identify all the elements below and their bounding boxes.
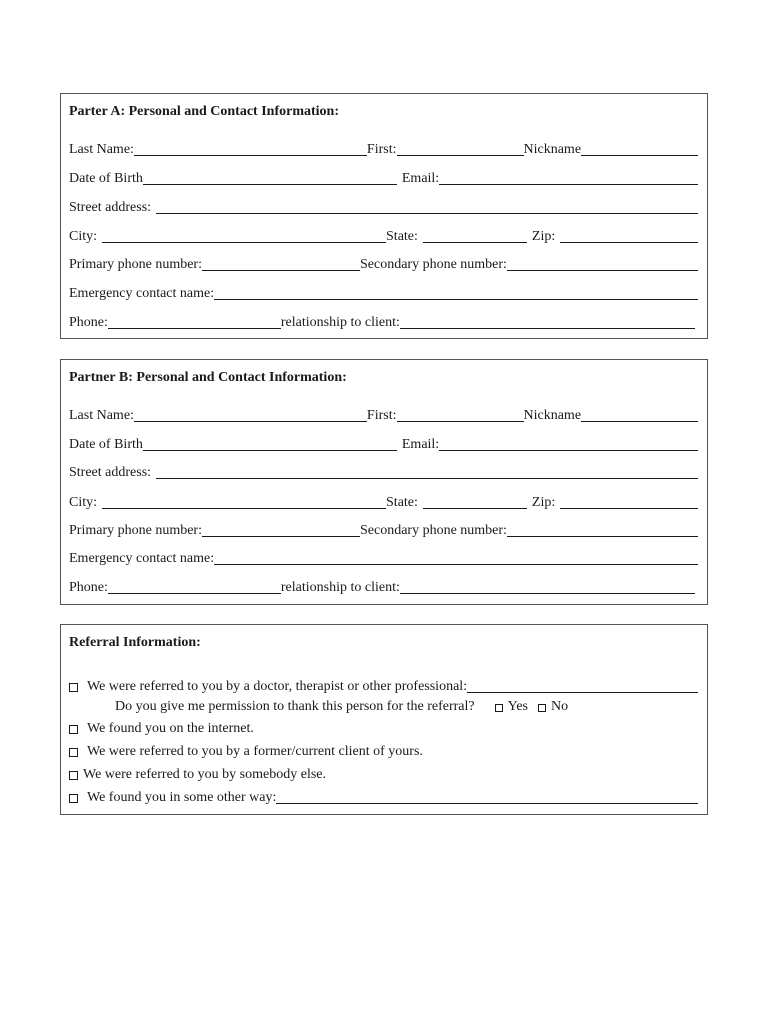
yes-label: Yes bbox=[507, 699, 528, 714]
primary-phone-label: Primary phone number: bbox=[69, 523, 202, 538]
client-label: We were referred to you by a former/current client of yours. bbox=[87, 744, 423, 759]
secondary-phone-label: Secondary phone number: bbox=[359, 257, 507, 272]
nickname-label: Nickname bbox=[523, 408, 582, 423]
dob-field[interactable] bbox=[143, 438, 397, 451]
nickname-field[interactable] bbox=[581, 143, 698, 156]
emergency-field[interactable] bbox=[214, 552, 698, 565]
no-checkbox[interactable] bbox=[538, 704, 546, 712]
nickname-field[interactable] bbox=[581, 409, 698, 422]
professional-field[interactable] bbox=[467, 680, 698, 693]
partner-a-emergency-phone-row bbox=[69, 313, 698, 331]
secondary-phone-field[interactable] bbox=[507, 524, 698, 537]
partner-b-city-row bbox=[69, 493, 698, 511]
other-field[interactable] bbox=[276, 791, 698, 804]
partner-b-emergency-phone-row bbox=[69, 578, 698, 596]
phone-label: Phone: bbox=[69, 315, 108, 330]
partner-a-title: Parter A: Personal and Contact Information: bbox=[69, 104, 339, 119]
secondary-phone-label: Secondary phone number: bbox=[359, 523, 507, 538]
referral-somebody-row bbox=[69, 765, 698, 783]
primary-phone-field[interactable] bbox=[202, 524, 360, 537]
emergency-label: Emergency contact name: bbox=[69, 286, 215, 301]
email-label: Email: bbox=[401, 437, 440, 452]
referral-title: Referral Information: bbox=[69, 635, 201, 650]
first-name-field[interactable] bbox=[397, 409, 524, 422]
state-label: State: bbox=[386, 495, 418, 510]
primary-phone-label: Primary phone number: bbox=[69, 257, 202, 272]
client-checkbox[interactable] bbox=[69, 748, 78, 757]
partner-b-phone-row bbox=[69, 521, 698, 539]
last-name-field[interactable] bbox=[134, 143, 367, 156]
emergency-label: Emergency contact name: bbox=[69, 551, 215, 566]
last-name-field[interactable] bbox=[134, 409, 367, 422]
zip-label: Zip: bbox=[531, 229, 556, 244]
phone-field[interactable] bbox=[108, 581, 281, 594]
street-label: Street address: bbox=[69, 465, 152, 480]
phone-label: Phone: bbox=[69, 580, 108, 595]
partner-a-dob-row bbox=[69, 169, 698, 187]
internet-checkbox[interactable] bbox=[69, 725, 78, 734]
email-field[interactable] bbox=[439, 438, 698, 451]
secondary-phone-field[interactable] bbox=[507, 258, 698, 271]
other-label: We found you in some other way: bbox=[87, 790, 277, 805]
permission-no[interactable] bbox=[538, 699, 568, 715]
permission-options bbox=[495, 699, 579, 715]
relationship-label: relationship to client: bbox=[280, 580, 400, 595]
city-label: City: bbox=[69, 495, 98, 510]
professional-checkbox[interactable] bbox=[69, 683, 78, 692]
somebody-checkbox[interactable] bbox=[69, 771, 78, 780]
relationship-label: relationship to client: bbox=[280, 315, 400, 330]
referral-client-row bbox=[69, 742, 698, 760]
state-field[interactable] bbox=[423, 496, 527, 509]
referral-permission-row bbox=[115, 697, 698, 715]
street-field[interactable] bbox=[156, 201, 698, 214]
last-name-label: Last Name: bbox=[69, 408, 134, 423]
street-field[interactable] bbox=[156, 466, 698, 479]
professional-label: We were referred to you by a doctor, therapist or other professional: bbox=[87, 679, 468, 694]
partner-a-phone-row bbox=[69, 255, 698, 273]
first-name-label: First: bbox=[366, 142, 397, 157]
somebody-label: We were referred to you by somebody else. bbox=[83, 767, 327, 782]
partner-a-street-row bbox=[69, 198, 698, 216]
state-label: State: bbox=[386, 229, 418, 244]
phone-field[interactable] bbox=[108, 316, 281, 329]
partner-b-emergency-row bbox=[69, 549, 698, 567]
zip-field[interactable] bbox=[560, 496, 698, 509]
zip-field[interactable] bbox=[560, 230, 698, 243]
relationship-field[interactable] bbox=[400, 316, 695, 329]
partner-b-name-row bbox=[69, 406, 698, 424]
relationship-field[interactable] bbox=[400, 581, 695, 594]
city-field[interactable] bbox=[102, 230, 386, 243]
yes-checkbox[interactable] bbox=[495, 704, 503, 712]
partner-b-section bbox=[60, 359, 708, 605]
partner-a-section bbox=[60, 93, 708, 339]
partner-a-city-row bbox=[69, 227, 698, 245]
last-name-label: Last Name: bbox=[69, 142, 134, 157]
partner-b-title: Partner B: Personal and Contact Information: bbox=[69, 370, 347, 385]
permission-label: Do you give me permission to thank this person for the referral? bbox=[115, 699, 475, 714]
street-label: Street address: bbox=[69, 200, 152, 215]
first-name-field[interactable] bbox=[397, 143, 524, 156]
dob-field[interactable] bbox=[143, 172, 397, 185]
referral-section bbox=[60, 624, 708, 815]
email-field[interactable] bbox=[439, 172, 698, 185]
other-checkbox[interactable] bbox=[69, 794, 78, 803]
first-name-label: First: bbox=[366, 408, 397, 423]
city-field[interactable] bbox=[102, 496, 386, 509]
partner-b-dob-row bbox=[69, 435, 698, 453]
zip-label: Zip: bbox=[531, 495, 556, 510]
dob-label: Date of Birth bbox=[69, 437, 143, 452]
partner-a-emergency-row bbox=[69, 284, 698, 302]
referral-internet-row bbox=[69, 719, 698, 737]
state-field[interactable] bbox=[423, 230, 527, 243]
no-label: No bbox=[551, 699, 569, 714]
email-label: Email: bbox=[401, 171, 440, 186]
internet-label: We found you on the internet. bbox=[87, 721, 254, 736]
nickname-label: Nickname bbox=[523, 142, 582, 157]
permission-yes[interactable] bbox=[495, 699, 528, 715]
emergency-field[interactable] bbox=[214, 287, 698, 300]
referral-other-row bbox=[69, 788, 698, 806]
dob-label: Date of Birth bbox=[69, 171, 143, 186]
primary-phone-field[interactable] bbox=[202, 258, 360, 271]
referral-professional-row bbox=[69, 677, 698, 695]
city-label: City: bbox=[69, 229, 98, 244]
partner-a-name-row bbox=[69, 140, 698, 158]
partner-b-street-row bbox=[69, 463, 698, 481]
